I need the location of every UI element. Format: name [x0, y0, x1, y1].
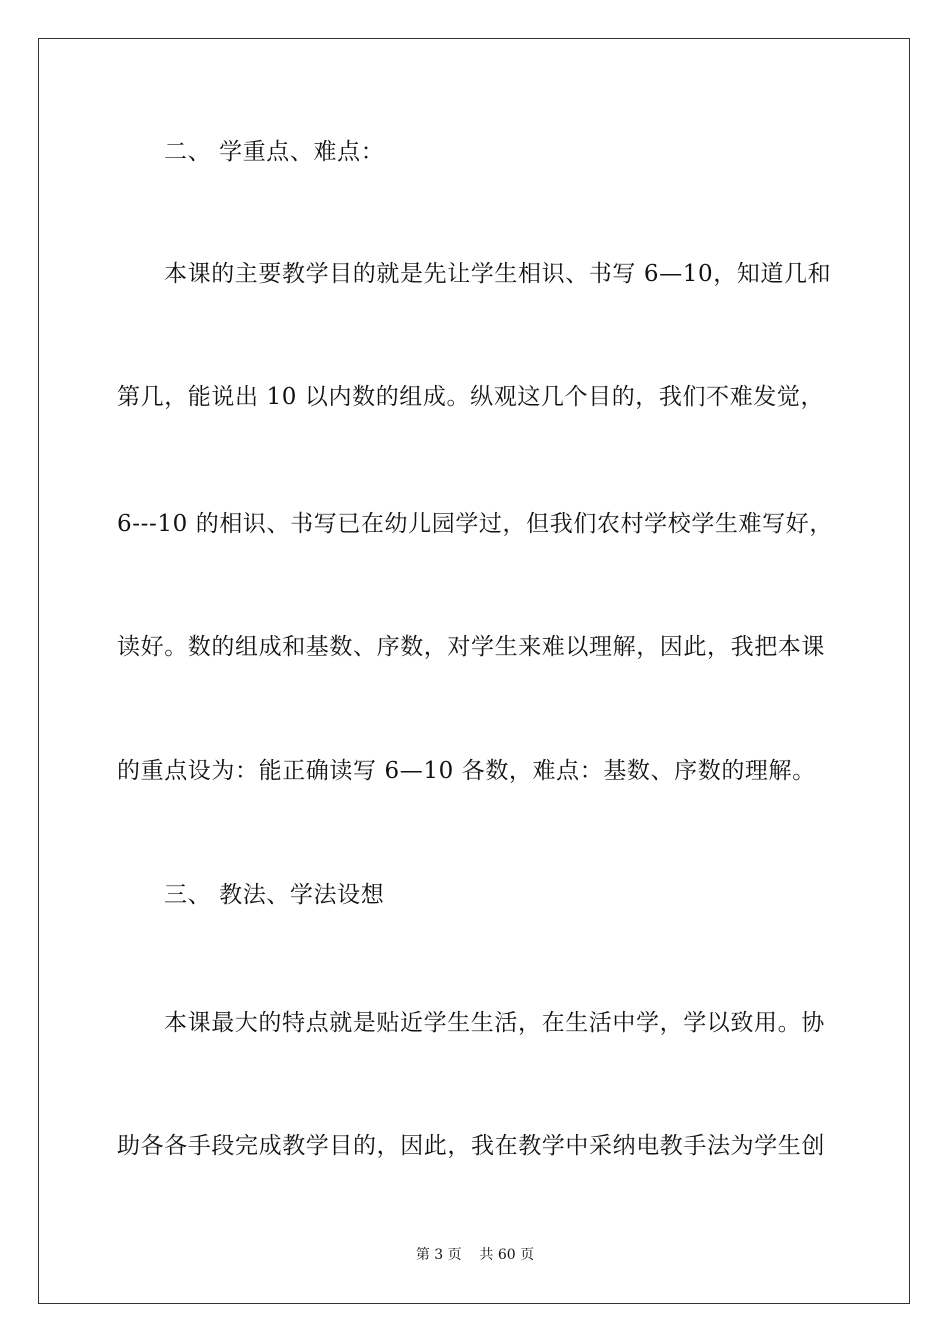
paragraph-line: 读好。数的组成和基数、序数，对学生来难以理解，因此，我把本课 [117, 634, 825, 660]
paragraph-line: 本课的主要教学目的就是先让学生相识、书写 6—10，知道几和 [164, 261, 832, 287]
paragraph-line: 第几，能说出 10 以内数的组成。纵观这几个目的，我们不难发觉， [117, 384, 825, 410]
paragraph-line: 本课最大的特点就是贴近学生生活，在生活中学，学以致用。协 [164, 1010, 825, 1036]
section-heading-3: 三、 教法、学法设想 [164, 882, 385, 908]
page-number-footer: 第 3 页 共 60 页 [415, 1247, 535, 1263]
section-heading-2: 二、 学重点、难点： [164, 139, 385, 165]
paragraph-line: 助各各手段完成教学目的，因此，我在教学中采纳电教手法为学生创 [117, 1133, 825, 1159]
paragraph-line: 6---10 的相识、书写已在幼儿园学过，但我们农村学校学生难写好， [117, 511, 833, 537]
page-border [38, 38, 910, 1304]
paragraph-line: 的重点设为：能正确读写 6—10 各数，难点：基数、序数的理解。 [117, 758, 816, 784]
